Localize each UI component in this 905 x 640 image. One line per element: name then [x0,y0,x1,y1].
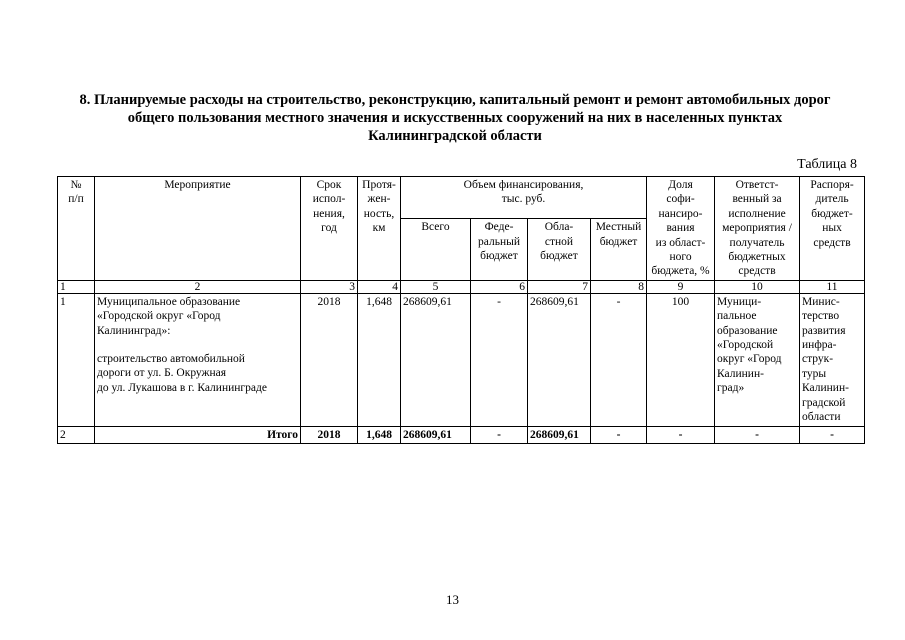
total-administrator: - [800,426,865,443]
row-event: Муниципальное образование «Городской округ «Город Калининград»: строительство автомобильной дороги от ул. Б. Окружная до ул. Лукашова в г. Калининграде [95,293,301,426]
row-responsible: Муници- пальное образование «Городской округ «Город Калинин- град» [715,293,800,426]
total-regional: 268609,61 [528,426,591,443]
header-financing: Объем финансирования, тыс. руб. [401,177,647,219]
header-length: Протя- жен- ность, км [358,177,401,281]
expenses-table [57,176,865,444]
row-term: 2018 [301,293,358,426]
header-num: № п/п [58,177,95,281]
header-regional: Обла- стной бюджет [528,219,591,281]
document-heading [40,91,870,145]
total-length: 1,648 [358,426,401,443]
row-regional: 268609,61 [528,293,591,426]
row-federal: - [471,293,528,426]
row-num: 1 [58,293,95,426]
row-administrator: Минис- терство развития инфра- струк- туры Калинин- градской области [800,293,865,426]
column-number-row [58,280,865,293]
heading-line-3: Калининградской области [368,128,542,144]
column-number: 8 [591,280,647,293]
total-row [58,426,865,443]
header-federal: Феде- ральный бюджет [471,219,528,281]
total-share: - [647,426,715,443]
heading-line-2: общего пользования местного значения и искусственных сооружений на них в населенных пунктах [127,110,783,126]
column-number: 5 [401,280,471,293]
total-label: Итого [95,426,301,443]
header-row-1 [58,177,865,219]
row-total: 268609,61 [401,293,471,426]
header-term: Срок испол- нения, год [301,177,358,281]
page-number: 13 [446,592,459,607]
table-row [58,293,865,426]
column-number: 10 [715,280,800,293]
column-number: 6 [471,280,528,293]
column-number: 7 [528,280,591,293]
heading-line-1: 8. Планируемые расходы на строительство, реконструкцию, капитальный ремонт и ремонт автомобильных дорог [79,92,831,108]
row-local: - [591,293,647,426]
total-responsible: - [715,426,800,443]
column-number: 1 [58,280,95,293]
row-length: 1,648 [358,293,401,426]
total-federal: - [471,426,528,443]
header-share: Доля софи- нансиро- вания из област- ного бюджета, % [647,177,715,281]
header-responsible: Ответст- венный за исполнение мероприятия / получатель бюджетных средств [715,177,800,281]
column-number: 9 [647,280,715,293]
total-term: 2018 [301,426,358,443]
header-event: Мероприятие [95,177,301,281]
column-number: 3 [301,280,358,293]
header-local: Местный бюджет [591,219,647,281]
header-total: Всего [401,219,471,281]
header-administrator: Распоря- дитель бюджет- ных средств [800,177,865,281]
total-num: 2 [58,426,95,443]
column-number: 11 [800,280,865,293]
total-local: - [591,426,647,443]
column-number: 4 [358,280,401,293]
table-caption: Таблица 8 [797,157,857,172]
column-number: 2 [95,280,301,293]
row-share: 100 [647,293,715,426]
total-total: 268609,61 [401,426,471,443]
